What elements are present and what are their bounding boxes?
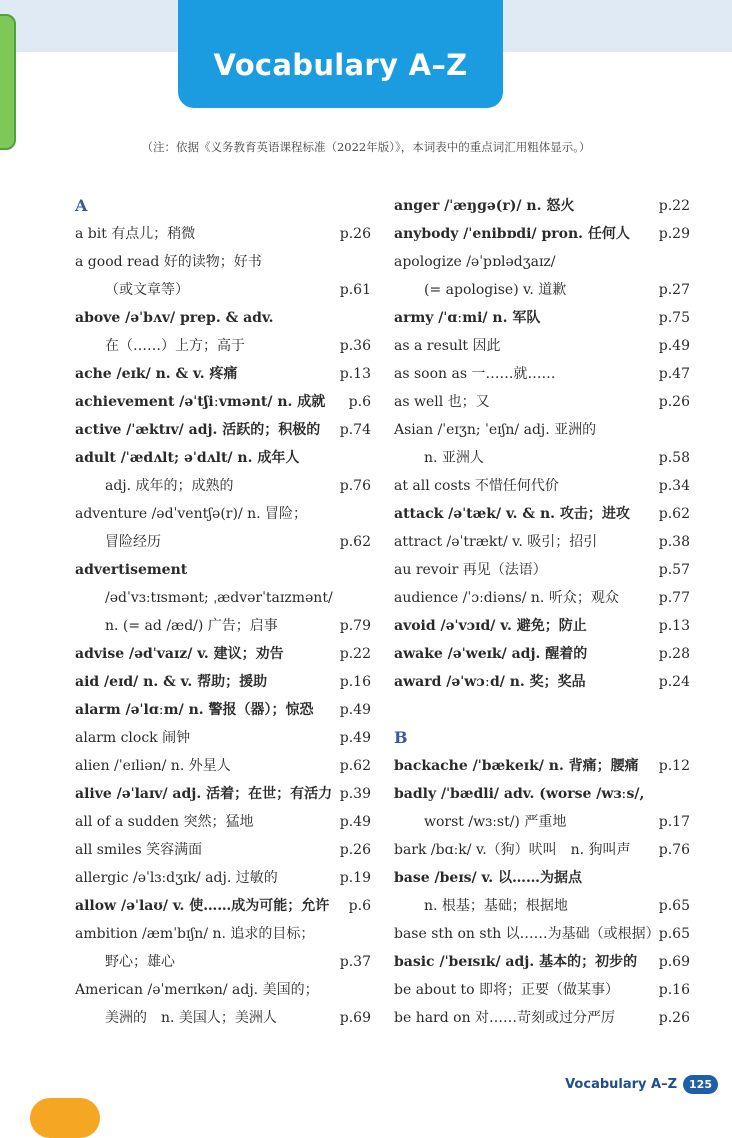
vocab-entry: [75, 948, 371, 976]
entry-text: ambition /æmˈbɪʃn/ n. 追求的目标；: [75, 926, 315, 942]
entry-text: bark /bɑːk/ v.（狗）吠叫 n. 狗叫声: [394, 842, 631, 858]
vocab-entry: [75, 556, 371, 584]
vocab-entry: [394, 276, 690, 304]
vocab-entry: [75, 1004, 371, 1032]
entry-text: aid /eɪd/ n. & v. 帮助；援助: [75, 674, 268, 690]
vocab-entry: [75, 276, 371, 304]
entry-page: p.75: [658, 310, 690, 326]
vocab-entry: [394, 192, 690, 220]
vocab-entry: [394, 500, 690, 528]
decorative-blob: [30, 1098, 100, 1138]
entry-text: ache /eɪk/ n. & v. 疼痛: [75, 366, 238, 382]
entry-text: Asian /ˈeɪʒn; ˈeɪʃn/ adj. 亚洲的: [394, 422, 597, 438]
entry-text: badly /ˈbædli/ adv. (worse /wɜːs/,: [394, 786, 645, 802]
entry-text: achievement /əˈtʃiːvmənt/ n. 成就: [75, 394, 326, 410]
vocab-entry: [394, 220, 690, 248]
vocab-entry: [75, 976, 371, 1004]
entry-text: apologize /əˈpɒlədʒaɪz/: [394, 254, 556, 270]
entry-page: p.26: [339, 842, 371, 858]
entry-page: p.36: [339, 338, 371, 354]
vocab-entry: [75, 360, 371, 388]
entry-page: p.79: [339, 618, 371, 634]
vocab-entry: [394, 808, 690, 836]
entry-text: backache /ˈbækeɪk/ n. 背痛；腰痛: [394, 758, 639, 774]
vocab-entry: [75, 808, 371, 836]
entry-page: p.38: [658, 534, 690, 550]
entry-text: advertisement: [75, 562, 188, 578]
entry-text: allergic /əˈlɜːdʒɪk/ adj. 过敏的: [75, 870, 278, 886]
entry-text: avoid /əˈvɔɪd/ v. 避免；防止: [394, 618, 587, 634]
vocab-entry: [394, 472, 690, 500]
vocab-entry: [394, 920, 690, 948]
entry-page: p.6: [348, 898, 371, 914]
page-number: 125: [683, 1075, 718, 1094]
page-title: Vocabulary A–Z: [213, 48, 468, 82]
entry-page: p.12: [658, 758, 690, 774]
entry-text: active /ˈæktɪv/ adj. 活跃的；积极的: [75, 422, 321, 438]
vocab-entry: [75, 500, 371, 528]
entry-text: as a result 因此: [394, 338, 501, 354]
entry-page: p.28: [658, 646, 690, 662]
vocab-entry: [394, 864, 690, 892]
entry-text: be about to 即将；正要（做某事）: [394, 982, 620, 998]
entry-text: army /ˈɑːmi/ n. 军队: [394, 310, 541, 326]
entry-text: be hard on 对……苛刻或过分严厉: [394, 1010, 616, 1026]
entry-text: 美洲的 n. 美国人；美洲人: [105, 1010, 277, 1026]
vocab-entry: [394, 416, 690, 444]
entry-page: p.49: [658, 338, 690, 354]
vocab-entry: [75, 248, 371, 276]
entry-text: a bit 有点儿；稍微: [75, 226, 196, 242]
vocab-entry: [394, 1004, 690, 1032]
entry-page: p.77: [658, 590, 690, 606]
entry-page: p.13: [339, 366, 371, 382]
entry-text: n. 根基；基础；根据地: [424, 898, 568, 914]
entry-page: p.39: [339, 786, 371, 802]
vocab-entry: [75, 220, 371, 248]
entry-text: at all costs 不惜任何代价: [394, 478, 559, 494]
vocab-entry: [394, 836, 690, 864]
entry-text: anybody /ˈenibɒdi/ pron. 任何人: [394, 226, 630, 242]
entry-text: /ədˈvɜːtɪsmənt; ˌædvərˈtaɪzmənt/: [105, 590, 333, 606]
entry-page: p.57: [658, 562, 690, 578]
letter-heading: A: [75, 196, 88, 215]
entry-text: all of a sudden 突然；猛地: [75, 814, 254, 830]
entry-page: p.69: [658, 954, 690, 970]
entry-page: p.22: [339, 646, 371, 662]
entry-text: base /beɪs/ v. 以……为据点: [394, 870, 582, 886]
entry-page: p.49: [339, 702, 371, 718]
vocab-entry: [394, 556, 690, 584]
entry-text: attack /əˈtæk/ v. & n. 攻击；进攻: [394, 506, 630, 522]
vocab-entry: [394, 332, 690, 360]
entry-text: a good read 好的读物；好书: [75, 254, 262, 270]
vocab-entry: [75, 416, 371, 444]
vocab-entry: [75, 920, 371, 948]
vocab-entry: [75, 528, 371, 556]
entry-page: p.76: [658, 842, 690, 858]
vocab-entry: [394, 444, 690, 472]
vocab-entry: [75, 724, 371, 752]
entry-text: alarm clock 闹钟: [75, 730, 191, 746]
entry-page: p.27: [658, 282, 690, 298]
vocab-entry: [394, 360, 690, 388]
entry-page: p.37: [339, 954, 371, 970]
entry-page: p.6: [348, 394, 371, 410]
vocab-entry: [75, 584, 371, 612]
vocab-entry: [394, 612, 690, 640]
entry-text: anger /ˈæŋɡə(r)/ n. 怒火: [394, 198, 575, 214]
entry-text: awake /əˈweɪk/ adj. 醒着的: [394, 646, 588, 662]
entry-text: attract /əˈtrækt/ v. 吸引；招引: [394, 534, 598, 550]
entry-page: p.62: [339, 534, 371, 550]
entry-page: p.74: [339, 422, 371, 438]
entry-page: p.65: [658, 898, 690, 914]
entry-text: basic /ˈbeɪsɪk/ adj. 基本的；初步的: [394, 954, 638, 970]
entry-text: adult /ˈædʌlt; əˈdʌlt/ n. 成年人: [75, 450, 300, 466]
entry-page: p.69: [339, 1010, 371, 1026]
entry-text: award /əˈwɔːd/ n. 奖；奖品: [394, 674, 586, 690]
entry-text: advise /ədˈvaɪz/ v. 建议；劝告: [75, 646, 284, 662]
footer: [565, 1075, 718, 1094]
vocab-entry: [394, 304, 690, 332]
entry-page: p.49: [339, 814, 371, 830]
entry-page: p.65: [658, 926, 690, 942]
entry-text: adventure /ədˈventʃə(r)/ n. 冒险；: [75, 506, 308, 522]
vocab-entry: [394, 780, 690, 808]
vocab-entry: [75, 472, 371, 500]
entry-text: （或文章等）: [105, 282, 189, 298]
vocab-entry: [75, 668, 371, 696]
title-banner: [178, 0, 503, 108]
note-text: （注：依据《义务教育英语课程标准（2022年版）》，本词表中的重点词汇用粗体显示。）: [141, 140, 591, 154]
vocab-entry: [394, 976, 690, 1004]
vocab-entry: [75, 332, 371, 360]
vocab-entry: [75, 304, 371, 332]
entry-page: p.62: [339, 758, 371, 774]
entry-text: as well 也；又: [394, 394, 490, 410]
entry-text: 在（……）上方；高于: [105, 338, 245, 354]
entry-page: p.62: [658, 506, 690, 522]
entry-text: adj. 成年的；成熟的: [105, 478, 234, 494]
entry-page: p.17: [658, 814, 690, 830]
entry-page: p.19: [339, 870, 371, 886]
entry-text: base sth on sth 以……为基础（或根据）: [394, 926, 660, 942]
entry-page: p.16: [339, 674, 371, 690]
vocab-entry: [75, 612, 371, 640]
vocab-entry: [75, 864, 371, 892]
entry-page: p.49: [339, 730, 371, 746]
entry-text: alive /əˈlaɪv/ adj. 活着；在世；有活力: [75, 786, 333, 802]
vocab-entry: [394, 752, 690, 780]
entry-page: p.29: [658, 226, 690, 242]
entry-page: p.26: [658, 1010, 690, 1026]
entry-text: alarm /əˈlɑːm/ n. 警报（器）；惊恐: [75, 702, 314, 718]
vocab-entry: [75, 444, 371, 472]
entry-page: p.16: [658, 982, 690, 998]
footer-label: Vocabulary A–Z: [565, 1077, 678, 1092]
entry-text: American /əˈmerɪkən/ adj. 美国的；: [75, 982, 319, 998]
vocab-entry: [394, 248, 690, 276]
entry-text: above /əˈbʌv/ prep. & adv.: [75, 310, 274, 326]
vocab-entry: [75, 892, 371, 920]
entry-text: n. 亚洲人: [424, 450, 484, 466]
vocab-entry: [75, 388, 371, 416]
entry-text: allow /əˈlaʊ/ v. 使……成为可能；允许: [75, 898, 330, 914]
entry-text: all smiles 笑容满面: [75, 842, 203, 858]
entry-text: audience /ˈɔːdiəns/ n. 听众；观众: [394, 590, 619, 606]
entry-page: p.22: [658, 198, 690, 214]
letter-heading: B: [394, 728, 408, 747]
entry-text: as soon as 一……就……: [394, 366, 556, 382]
vocab-entry: [75, 780, 371, 808]
right-column: [394, 192, 690, 1032]
section-tab: [0, 14, 16, 150]
vocab-entry: [75, 836, 371, 864]
entry-page: p.76: [339, 478, 371, 494]
vocab-entry: [394, 584, 690, 612]
entry-text: n. (= ad /æd/) 广告；启事: [105, 618, 278, 634]
entry-page: p.24: [658, 674, 690, 690]
entry-page: p.26: [339, 226, 371, 242]
entry-text: 冒险经历: [105, 534, 161, 550]
entry-text: au revoir 再见（法语）: [394, 562, 547, 578]
vocab-entry: [394, 892, 690, 920]
entry-page: p.61: [339, 282, 371, 298]
left-column: [75, 192, 371, 1032]
vocab-entry: [394, 668, 690, 696]
entry-page: p.26: [658, 394, 690, 410]
entry-text: 野心；雄心: [105, 954, 175, 970]
vocab-entry: [394, 640, 690, 668]
spacer: [394, 696, 690, 724]
vocab-entry: [75, 752, 371, 780]
entry-page: p.13: [658, 618, 690, 634]
entry-text: alien /ˈeɪliən/ n. 外星人: [75, 758, 231, 774]
entry-page: p.47: [658, 366, 690, 382]
entry-page: p.34: [658, 478, 690, 494]
vocab-entry: [75, 640, 371, 668]
vocab-entry: [75, 696, 371, 724]
vocab-entry: [394, 528, 690, 556]
entry-text: worst /wɜːst/) 严重地: [424, 814, 567, 830]
vocab-entry: [394, 388, 690, 416]
vocab-entry: [394, 948, 690, 976]
entry-page: p.58: [658, 450, 690, 466]
entry-text: (= apologise) v. 道歉: [424, 282, 567, 298]
